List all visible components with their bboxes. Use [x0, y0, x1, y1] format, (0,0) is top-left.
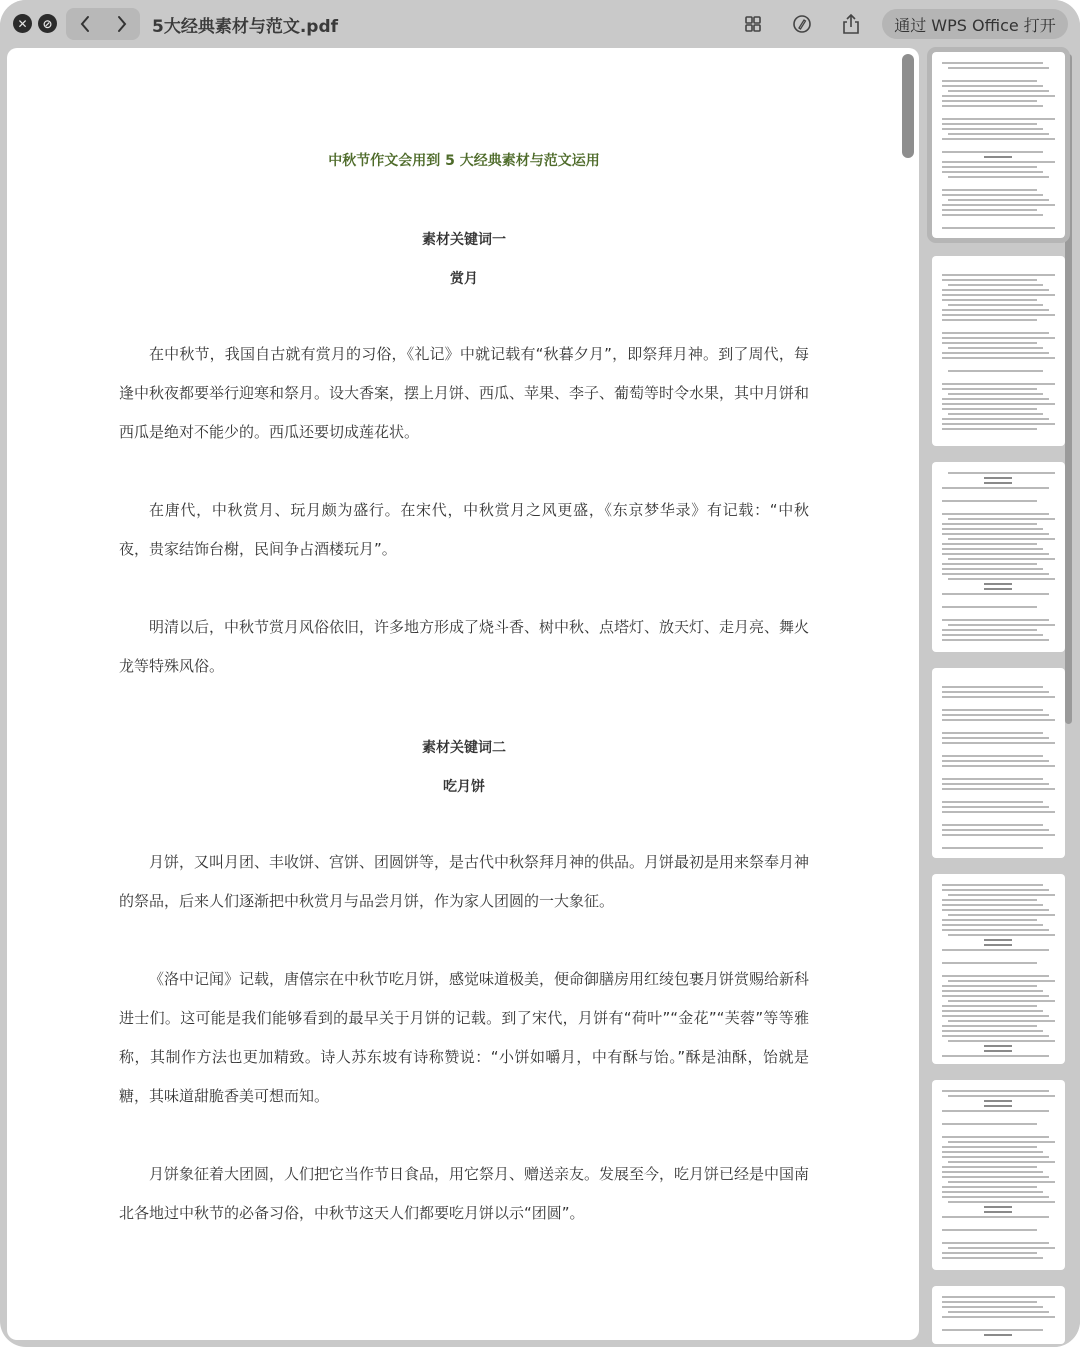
thumbnail-text-line: [948, 1201, 1055, 1203]
paragraph: 在中秋节，我国自古就有赏月的习俗，《礼记》中就记载有“秋暮夕月”，即祭拜月神。到了周代，每逢中秋夜都要举行迎寒和祭月。设大香案，摆上月饼、西瓜、苹果、李子、葡萄等时令水果，其中月饼和西瓜是绝对不能少的。西瓜还要切成莲花状。: [119, 345, 810, 441]
thumbnail-text-line: [942, 755, 1043, 757]
thumbnail-text-line: [948, 1020, 1055, 1022]
thumbnail-text-line: [948, 347, 1043, 349]
thumbnail-text-line: [942, 1196, 1049, 1198]
thumbnail-text-line: [942, 294, 1055, 296]
thumbnail-text-line: [942, 428, 1037, 430]
thumbnail-text-line: [942, 1015, 1049, 1017]
thumbnail-text-line: [942, 123, 1037, 125]
thumbnail-text-line: [948, 1000, 1055, 1002]
thumbnail-text-line: [942, 337, 1055, 339]
thumbnail-text-line: [942, 1090, 1049, 1092]
thumbnail-text-line: [942, 553, 1049, 555]
thumbnail-text-line: [984, 1334, 1012, 1336]
thumbnail-text-line: [942, 1329, 1043, 1331]
thumbnail-text-line: [942, 1025, 1037, 1027]
thumbnail-text-line: [984, 477, 1012, 479]
share-icon[interactable]: [839, 12, 863, 36]
thumbnail-text-line: [942, 995, 1049, 997]
thumbnail-text-line: [948, 90, 1049, 92]
thumbnail-text-line: [942, 161, 1055, 163]
thumbnail-text-line: [942, 513, 1049, 515]
thumbnail-text-line: [942, 884, 1043, 886]
thumbnail-text-line: [942, 975, 1049, 977]
thumbnail-text-line: [948, 1161, 1055, 1163]
thumbnail-text-line: [942, 533, 1049, 535]
thumbnail-text-line: [942, 1123, 1037, 1125]
thumbnail-text-line: [942, 760, 1049, 762]
thumbnail-text-line: [942, 834, 1055, 836]
thumbnail-text-line: [942, 80, 1037, 82]
thumbnail-text-line: [942, 593, 1049, 595]
thumbnail-text-line: [948, 980, 1055, 982]
thumbnail-text-line: [942, 801, 1043, 803]
thumbnail-text-line: [948, 518, 1055, 520]
thumbnail-text-line: [942, 62, 1043, 64]
page-thumbnail-3[interactable]: [932, 462, 1065, 652]
thumbnail-text-line: [942, 742, 1055, 744]
thumbnail-text-line: [948, 370, 1043, 372]
page-thumbnail-1[interactable]: [932, 52, 1065, 238]
thumbnail-text-line: [942, 105, 1043, 107]
thumbnail-text-line: [942, 398, 1049, 400]
thumbnail-text-line: [942, 634, 1043, 636]
thumbnail-text-line: [942, 548, 1043, 550]
thumbnail-text-line: [942, 1030, 1043, 1032]
thumbnail-text-line: [948, 199, 1049, 201]
thumbnail-text-line: [948, 393, 1043, 395]
thumbnail-text-line: [942, 1136, 1049, 1138]
thumbnail-text-line: [942, 783, 1049, 785]
thumbnail-text-line: [942, 778, 1043, 780]
thumbnail-text-line: [942, 691, 1049, 693]
thumbnail-text-line: [984, 1211, 1012, 1213]
thumbnail-text-line: [942, 500, 1037, 502]
thumbnail-text-line: [942, 719, 1055, 721]
thumbnail-text-line: [942, 408, 1037, 410]
title-bar: [0, 0, 1080, 48]
thumbnail-text-line: [942, 128, 1043, 130]
thumbnail-text-line: [942, 606, 1037, 608]
thumbnail-text-line: [948, 934, 1055, 936]
thumbnail-text-line: [942, 171, 1043, 173]
page-thumbnail-7[interactable]: [932, 1286, 1065, 1344]
thumbnail-text-line: [942, 686, 1043, 688]
thumbnail-text-line: [942, 1035, 1049, 1037]
thumbnail-text-line: [942, 709, 1043, 711]
thumbnail-text-line: [948, 558, 1055, 560]
chevron-right-icon[interactable]: [103, 8, 140, 40]
thumbnail-text-line: [942, 619, 1049, 621]
thumbnail-text-line: [942, 209, 1037, 211]
open-with-wps-button[interactable]: 通过 WPS Office 打开: [882, 9, 1068, 39]
thumbnail-text-line: [942, 1171, 1043, 1173]
thumbnail-text-line: [942, 1010, 1043, 1012]
thumbnail-text-line: [942, 573, 1049, 575]
page-thumbnail-2[interactable]: [932, 256, 1065, 446]
thumbnail-text-line: [948, 413, 1043, 415]
thumbnail-text-line: [942, 737, 1049, 739]
thumbnail-text-line: [942, 85, 1043, 87]
thumbnail-text-line: [984, 482, 1012, 484]
thumbnail-text-line: [942, 403, 1055, 405]
page-thumbnail-4[interactable]: [932, 668, 1065, 858]
page-thumbnail-5[interactable]: [932, 874, 1065, 1064]
document-scrollbar[interactable]: [902, 54, 914, 158]
thumbnail-text-line: [948, 1247, 1055, 1249]
section-name: 吃月饼: [443, 779, 485, 795]
thumbnail-text-line: [942, 924, 1043, 926]
thumbnail-text-line: [984, 583, 1012, 585]
thumbnail-text-line: [984, 1105, 1012, 1107]
page-thumbnail-6[interactable]: [932, 1080, 1065, 1270]
thumbnail-text-line: [942, 314, 1055, 316]
thumbnail-text-line: [942, 487, 1049, 489]
thumbnail-text-line: [942, 214, 1043, 216]
thumbnail-text-line: [948, 1141, 1055, 1143]
thumbnail-text-line: [948, 176, 1049, 178]
thumbnail-text-line: [942, 929, 1049, 931]
thumbnail-text-line: [942, 765, 1055, 767]
thumbnail-text-line: [942, 1316, 1055, 1318]
thumbnail-text-line: [942, 824, 1043, 826]
thumbnail-text-line: [942, 1186, 1037, 1188]
thumbnail-text-line: [942, 151, 1043, 153]
thumbnail-text-line: [948, 133, 1049, 135]
document-heading: 中秋节作文会用到 5 大经典素材与范文运用: [328, 153, 600, 169]
thumbnail-text-line: [984, 1050, 1012, 1052]
thumbnail-text-line: [942, 309, 1049, 311]
thumbnail-text-line: [942, 118, 1055, 120]
thumbnail-text-line: [942, 847, 1043, 849]
thumbnail-text-line: [942, 962, 1037, 964]
thumbnail-text-line: [948, 1095, 1055, 1097]
markup-icon[interactable]: [790, 12, 814, 36]
thumbnail-text-line: [984, 588, 1012, 590]
thumbnail-text-line: [984, 939, 1012, 941]
thumbnail-text-line: [948, 67, 1049, 69]
thumbnail-text-line: [942, 1306, 1043, 1308]
thumbnail-text-line: [948, 894, 1055, 896]
thumbnail-text-line: [942, 95, 1055, 97]
thumbnail-text-line: [942, 1216, 1049, 1218]
thumbnail-text-line: [942, 289, 1049, 291]
thumbnail-text-line: [942, 423, 1055, 425]
thumbnail-text-line: [942, 543, 1037, 545]
thumbnail-text-line: [942, 829, 1049, 831]
thumbnail-text-line: [942, 696, 1055, 698]
thumbnail-text-line: [942, 1110, 1049, 1112]
thumbnail-text-line: [948, 538, 1055, 540]
thumbnail-text-line: [948, 304, 1043, 306]
thumbnail-text-line: [948, 624, 1055, 626]
thumbnail-text-line: [984, 1100, 1012, 1102]
thumbnail-text-line: [948, 578, 1055, 580]
thumbnail-text-line: [942, 357, 1055, 359]
thumbnail-text-line: [942, 274, 1055, 276]
thumbnail-text-line: [942, 299, 1037, 301]
thumbnail-text-line: [942, 1156, 1049, 1158]
thumbnail-text-line: [942, 194, 1043, 196]
thumbnail-text-line: [942, 332, 1049, 334]
thumbnail-text-line: [942, 899, 1037, 901]
thumbnail-text-line: [942, 342, 1037, 344]
thumbnail-text-line: [942, 1176, 1049, 1178]
thumbnail-text-line: [942, 949, 1049, 951]
thumbnail-text-line: [942, 388, 1037, 390]
thumbnail-text-line: [942, 100, 1037, 102]
thumbnail-text-line: [984, 156, 1012, 158]
document-title: 5大经典素材与范文.pdf: [152, 17, 339, 37]
section-keyword: 素材关键词二: [422, 740, 506, 756]
thumbnail-text-line: [942, 909, 1049, 911]
thumbnail-text-line: [942, 528, 1043, 530]
thumbnail-text-line: [942, 904, 1043, 906]
thumbnail-text-line: [942, 1166, 1037, 1168]
thumbnail-text-line: [984, 1206, 1012, 1208]
thumbnail-text-line: [984, 944, 1012, 946]
thumbnail-text-line: [942, 1242, 1049, 1244]
thumbnail-text-line: [942, 523, 1037, 525]
thumbnail-scrollbar[interactable]: [1065, 54, 1072, 724]
thumbnail-text-line: [942, 919, 1037, 921]
thumbnail-text-line: [948, 472, 1055, 474]
navigation-group: [66, 8, 140, 40]
thumbnail-text-line: [942, 1191, 1043, 1193]
thumbnail-text-line: [948, 1181, 1055, 1183]
minimize-icon[interactable]: ⊘: [38, 14, 57, 33]
thumbnail-text-line: [942, 990, 1043, 992]
thumbnail-text-line: [942, 732, 1043, 734]
thumbnail-text-line: [948, 914, 1055, 916]
section-name: 赏月: [450, 271, 478, 287]
thumbnail-text-line: [942, 1229, 1037, 1231]
close-icon[interactable]: ✕: [13, 14, 32, 33]
paragraph: 《洛中记闻》记载，唐僖宗在中秋节吃月饼，感觉味道极美，便命御膳房用红绫包裹月饼赏赐给新科进士们。这可能是我们能够看到的最早关于月饼的记载。到了宋代，月饼有“荷叶”“金花”“芙蓉”等等雅称，其制作方法也更加精致。诗人苏东坡有诗称赞说：“小饼如嚼月，中有酥与饴。”酥是油酥，饴就是糖，其味道甜脆香美可想而知。: [119, 970, 810, 1105]
thumbnail-text-line: [942, 889, 1049, 891]
thumbnail-text-line: [942, 714, 1049, 716]
paragraph: 在唐代，中秋赏月、玩月颇为盛行。在宋代，中秋赏月之风更盛，《东京梦华录》有记载：“中秋夜，贵家结饰台榭，民间争占酒楼玩月”。: [119, 501, 809, 558]
thumbnail-text-line: [942, 1151, 1043, 1153]
thumbnail-text-line: [942, 629, 1037, 631]
thumbnail-text-line: [942, 1296, 1055, 1298]
thumbnail-text-line: [942, 568, 1043, 570]
thumbnail-text-line: [942, 418, 1049, 420]
thumbnail-text-line: [948, 284, 1043, 286]
thumbnail-text-line: [948, 1311, 1049, 1313]
thumbnail-text-line: [942, 204, 1055, 206]
thumbnail-text-line: [984, 1045, 1012, 1047]
paragraph: 月饼，又叫月团、丰收饼、宫饼、团圆饼等，是古代中秋祭拜月神的供品。月饼最初是用来祭奉月神的祭品，后来人们逐渐把中秋赏月与品尝月饼，作为家人团圆的一大象征。: [119, 853, 810, 910]
thumbnail-text-line: [942, 1301, 1037, 1303]
thumbnail-text-line: [942, 138, 1055, 140]
chevron-left-icon[interactable]: [66, 8, 103, 40]
thumbnail-text-line: [942, 985, 1037, 987]
thumbnail-text-line: [942, 1005, 1037, 1007]
thumbnail-text-line: [948, 1040, 1055, 1042]
thumbnail-text-line: [942, 1252, 1037, 1254]
paragraph: 明清以后，中秋节赏月风俗依旧，许多地方形成了烧斗香、树中秋、点塔灯、放天灯、走月亮、舞火龙等特殊风俗。: [119, 618, 810, 675]
thumbnail-text-line: [942, 788, 1055, 790]
thumbnail-text-line: [942, 1257, 1043, 1259]
thumbnail-text-line: [942, 166, 1037, 168]
document-view[interactable]: [7, 48, 919, 1340]
grid-icon[interactable]: [741, 12, 765, 36]
thumbnail-text-line: [942, 189, 1037, 191]
section-keyword: 素材关键词一: [422, 232, 506, 248]
thumbnail-text-line: [942, 383, 1055, 385]
thumbnail-text-line: [942, 279, 1037, 281]
thumbnail-text-line: [942, 811, 1055, 813]
thumbnail-text-line: [942, 1055, 1049, 1057]
thumbnail-text-line: [942, 639, 1049, 641]
thumbnail-text-line: [942, 352, 1049, 354]
paragraph: 月饼象征着大团圆，人们把它当作节日食品，用它祭月、赠送亲友。发展至今，吃月饼已经是中国南北各地过中秋节的必备习俗，中秋节这天人们都要吃月饼以示“团圆”。: [119, 1165, 810, 1222]
thumbnail-text-line: [942, 227, 1055, 229]
thumbnail-text-line: [942, 319, 1037, 321]
thumbnail-text-line: [942, 806, 1049, 808]
thumbnail-text-line: [942, 563, 1037, 565]
thumbnail-text-line: [942, 1146, 1037, 1148]
